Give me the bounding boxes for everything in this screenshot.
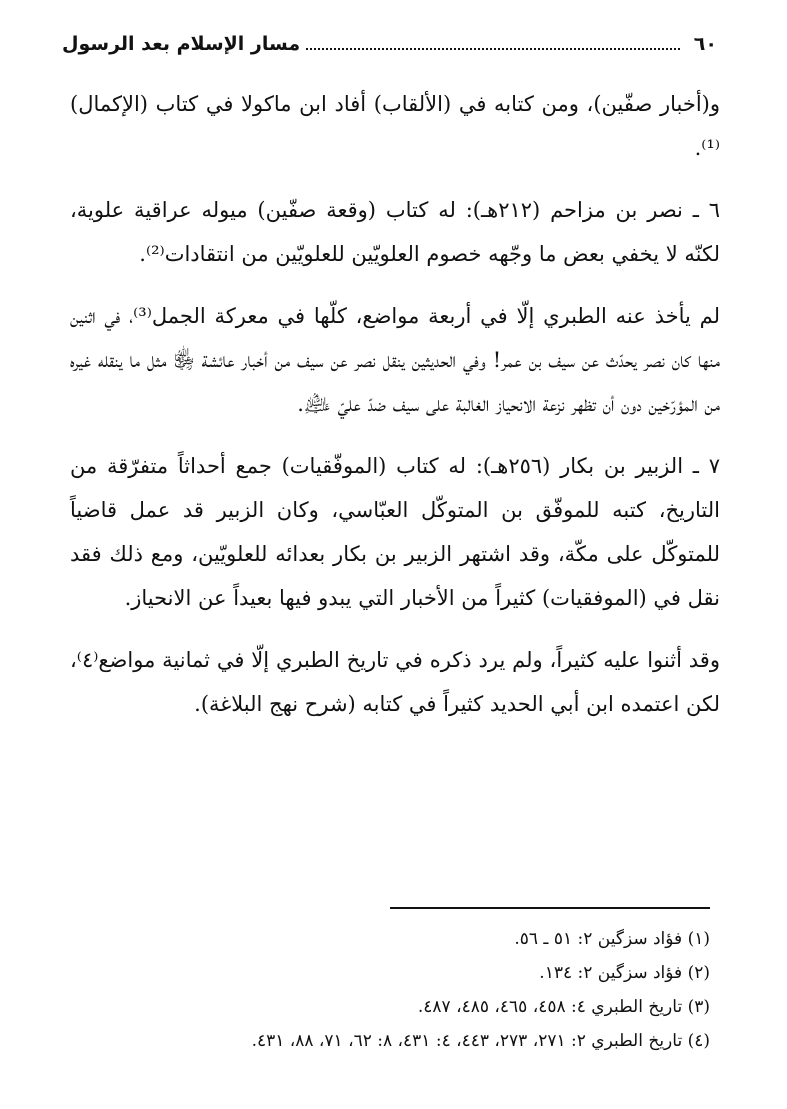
paragraph-3: لم يأخذ عنه الطبري إلّا في أربعة مواضع، كلّها في معركة الجمل⁽³⁾، في اثنين منها كان نصر يحدّث عن سيف بن عمر! وفي الحديثين ينقل نصر عن سيف من أخبار عائشة ﵂ مثل ما ينقله غيره من المؤرّخين دون أن تظهر نزعة الانحياز الغالبة على سيف ضدّ عليّ ﵇. [70, 304, 720, 416]
header-dotted-leader [306, 48, 680, 50]
footnotes [120, 922, 710, 1058]
footnote-3: (٣) تاريخ الطبري ٤: ٤٥٨، ٤٦٥، ٤٨٥، ٤٨٧. [417, 997, 710, 1017]
page-header [62, 28, 717, 60]
paragraph-2: ٦ ـ نصر بن مزاحم (٢١٢هـ): له كتاب (وقعة صفّين) ميوله عراقية علوية، لكنّه لا يخفي بعض ما وجّهه خصوم العلويّين للعلويّين من انتقادات⁽²⁾. [70, 198, 720, 266]
footnote-2: (٢) فؤاد سزگين ٢: ١٣٤. [539, 963, 710, 983]
paragraph-4: ٧ ـ الزبير بن بكار (٢٥٦هـ): له كتاب (الموفّقيات) جمع أحداثاً متفرّقة من التاريخ، كتبه للموفّق بن المتوكّل العبّاسي، وكان الزبير قد عمل قاضياً للمتوكّل على مكّة، وقد اشتهر الزبير بن بكار بعدائه للعلويّين، ومع ذلك فقد نقل في (الموفقيات) كثيراً من الأخبار التي يبدو فيها بعيداً عن الانحياز. [70, 454, 720, 610]
page-number: ٦٠ [693, 33, 717, 55]
main-text [70, 82, 720, 726]
paragraph-1: و(أخبار صفّين)، ومن كتابه في (الألقاب) أفاد ابن ماكولا في كتاب (الإكمال)⁽¹⁾. [70, 92, 720, 160]
paragraph-5: وقد أثنوا عليه كثيراً، ولم يرد ذكره في تاريخ الطبري إلّا في ثمانية مواضع⁽٤⁾، لكن اعتمده ابن أبي الحديد كثيراً في كتابه (شرح نهج البلاغة). [70, 648, 720, 716]
running-title: مسار الإسلام بعد الرسول [62, 33, 301, 55]
footnote-separator [390, 907, 710, 909]
footnote-4: (٤) تاريخ الطبري ٢: ٢٧١، ٢٧٣، ٤٤٣، ٤: ٤٣١، ٨: ٦٢، ٧١، ٨٨، ٤٣١. [251, 1031, 710, 1051]
footnote-1: (١) فؤاد سزگين ٢: ٥١ ـ ٥٦. [514, 929, 710, 949]
